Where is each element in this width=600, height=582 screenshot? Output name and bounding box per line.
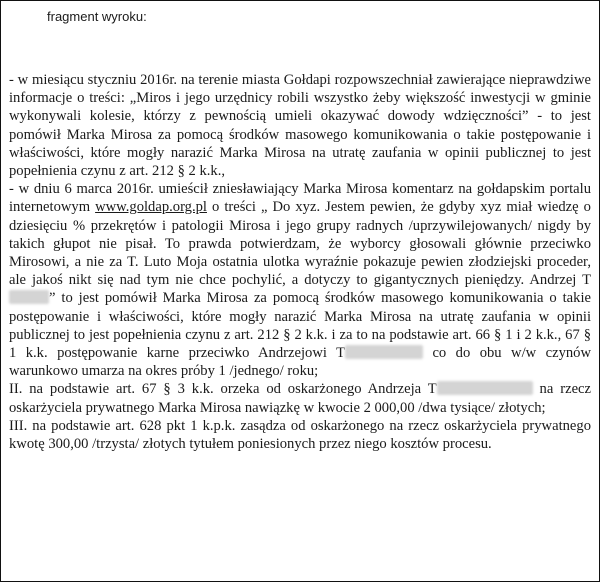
paragraph-1: - w miesiącu styczniu 2016r. na terenie miasta Gołdapi rozpowszechniał zawierające nieprawdziwe informacje o treści: „Miros i jego urzędnicy robili wszystko żeby większość inwestycji w gminie wykonywali kolesie, którzy z pewnością umieli okazywać dowody wdzięczności” - to jest pomówił Marka Mirosa za pomocą środków masowego komunikowania o takie postępowanie i właściwości, które mogły narazić Marka Mirosa na utratę zaufania w opinii publicznej to jest popełnienia czynu z art. 212 § 2 k.k., — [9, 72, 591, 180]
paragraph-2-part-d: co do obu w/w czynów warunkowo umarza na okres próby 1 /jednego/ roku; — [9, 345, 591, 380]
fragment-label: fragment wyroku: — [47, 9, 147, 24]
paragraph-3-part-a: II. na podstawie art. 67 § 3 k.k. orzeka od oskarżonego Andrzeja T — [9, 381, 437, 398]
paragraph-3 — [9, 380, 591, 416]
paragraph-4: III. na podstawie art. 628 pkt 1 k.p.k. zasądza od oskarżonego na rzecz oskarżyciela prywatnego kwotę 300,00 /trzysta/ złotych tytułem poniesionych przez niego kosztów procesu. — [9, 417, 591, 453]
paragraph-2-part-c: ” to jest pomówił Marka Mirosa za pomocą środków masowego komunikowania o takie postępowanie i właściwości, które mogły narazić Marka Mirosa na utratę zaufania w opinii publicznej to jest popełnienia czynu z art. 212 § 2 k.k. i za to na podstawie art. 66 § 1 i 2 k.k., 67 § 1 k.k. postępowanie karne przeciwko Andrzejowi T — [9, 290, 591, 362]
redaction-bar — [345, 345, 423, 359]
paragraph-3-part-b: na rzecz oskarżyciela prywatnego Marka Mirosa nawiązkę w kwocie 2 000,00 /dwa tysiące/ złotych; — [9, 381, 591, 416]
paragraph-2-part-b: o treści „ Do xyz. Jestem pewien, że gdyby xyz miał wiedzę o dziesięciu % przekrętów i patologii Mirosa i jego grupy radnych /uprzywilejowanych/ nigdy by takich głupot nie pisał. To prawda potwierdzam, że wyborcy głosowali głównie przeciwko Mirosowi, a nie za T. Luto Moja ostatnia ulotka wyraźnie pokazuje pewien złodziejski proceder, ale jakoś nikt się nad tym nie chce pochylić, a dotyczy to gigantycznych pieniędzy. Andrzej T — [9, 199, 591, 289]
paragraph-2 — [9, 180, 591, 380]
paragraph-2-part-a: - w dniu 6 marca 2016r. umieścił zniesławiający Marka Mirosa komentarz na gołdapskim portalu internetowym — [9, 181, 591, 216]
portal-link[interactable]: www.goldap.org.pl — [95, 199, 207, 216]
redaction-bar — [437, 381, 533, 395]
redaction-bar — [9, 290, 49, 304]
verdict-text — [9, 71, 591, 453]
